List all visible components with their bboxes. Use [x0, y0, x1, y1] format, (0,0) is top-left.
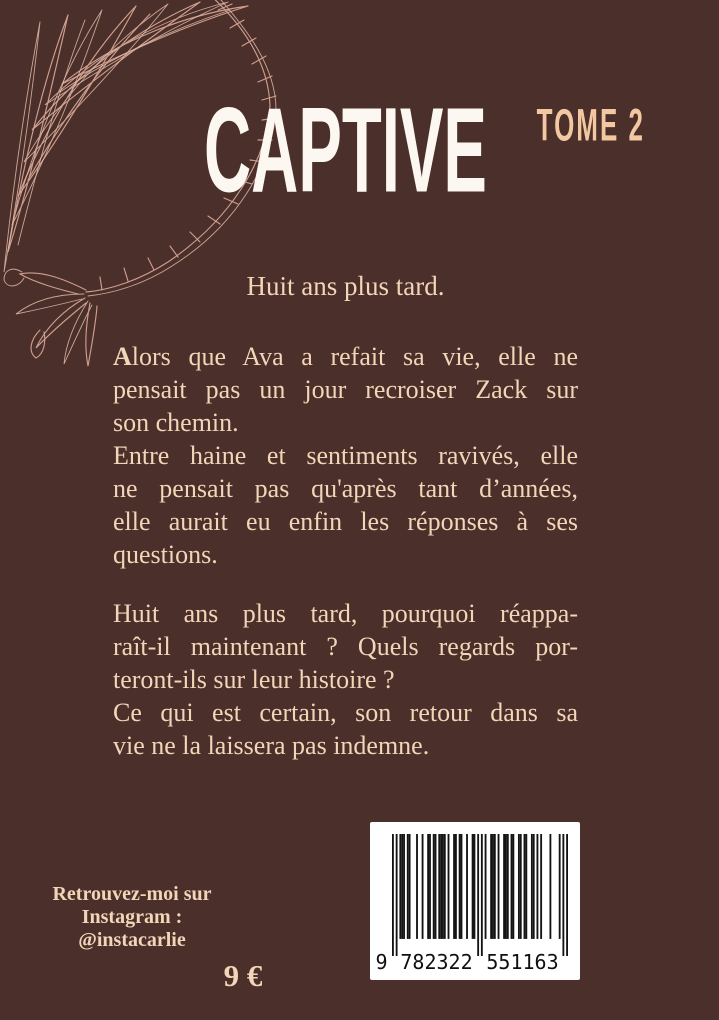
synopsis-line: Ce qui est certain, son retour dans sa	[113, 698, 578, 727]
synopsis-line: vie ne la laissera pas indemne.	[113, 731, 430, 760]
synopsis-paragraph	[113, 340, 578, 439]
synopsis-paragraph	[113, 439, 578, 571]
book-subtitle: TOME 2	[536, 98, 645, 151]
barcode-digits-group1: 782322	[400, 950, 473, 974]
synopsis-paragraph	[113, 597, 578, 696]
synopsis-line: teront-ils sur leur histoire ?	[113, 665, 395, 694]
social-line: Retrouvez-moi sur	[52, 883, 212, 905]
synopsis-paragraph	[113, 696, 578, 762]
synopsis-line: Huit ans plus tard, pourquoi réappa-	[113, 599, 578, 628]
social-line: @instacarlie	[78, 929, 186, 951]
social-line: Instagram :	[81, 906, 183, 928]
barcode-bars	[392, 834, 568, 956]
price-label: 9 €	[223, 958, 263, 993]
synopsis-line: questions.	[113, 540, 218, 569]
synopsis-line: pensait pas un jour recroiser Zack sur	[113, 375, 578, 404]
drop-cap-letter: A	[113, 342, 132, 371]
social-block	[37, 883, 227, 952]
barcode-digits-group2: 551163	[486, 950, 559, 974]
synopsis-line: Entre haine et sentiments ravivés, elle	[113, 441, 578, 470]
synopsis-line: Alors que Ava a refait sa vie, elle ne	[113, 342, 578, 371]
intro-line: Huit ans plus tard.	[246, 271, 445, 301]
title-block	[113, 82, 578, 218]
book-title: CAPTIVE	[204, 82, 487, 218]
rope-frayed-end	[4, 269, 97, 366]
synopsis-line: ne pensait pas qu'après tant d’années,	[113, 474, 578, 503]
barcode-digit-lead: 9	[373, 950, 390, 974]
synopsis	[113, 340, 578, 762]
barcode	[370, 822, 580, 980]
synopsis-line: son chemin.	[113, 408, 239, 437]
synopsis-line: raît-il maintenant ? Quels regards por-	[113, 632, 578, 661]
synopsis-line: elle aurait eu enfin les réponses à ses	[113, 507, 578, 536]
